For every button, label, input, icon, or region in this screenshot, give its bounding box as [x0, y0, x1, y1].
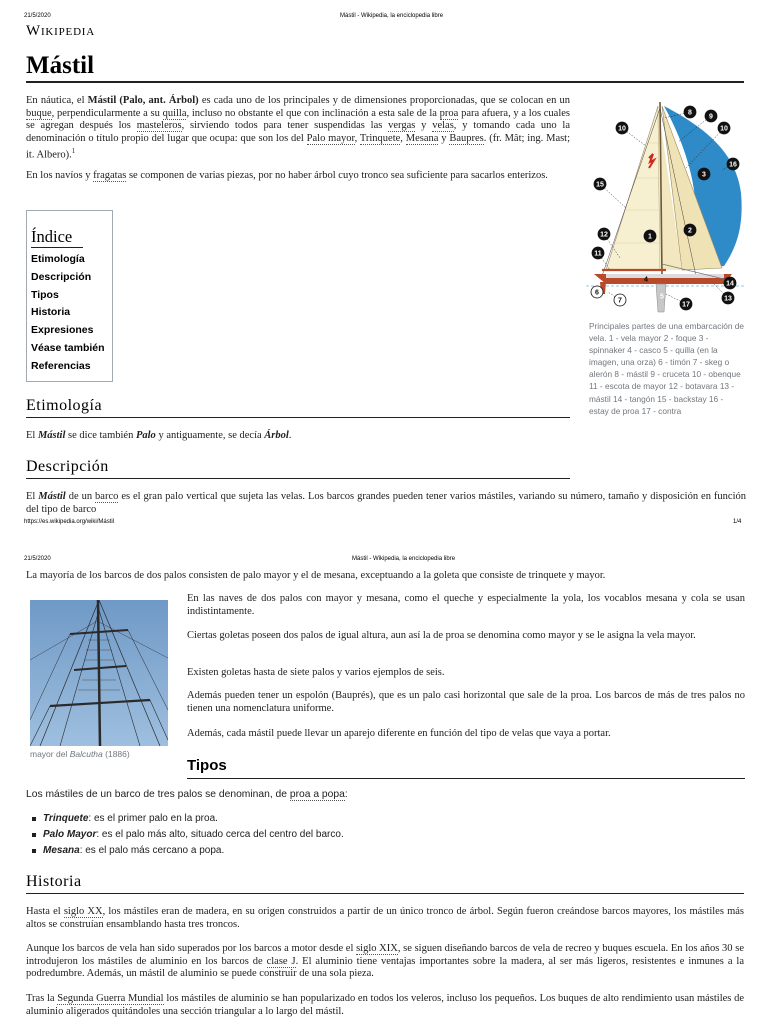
svg-text:8: 8 [688, 109, 692, 117]
toc-title-rule [31, 247, 83, 248]
svg-text:5: 5 [660, 293, 664, 301]
toc-title: Índice [31, 227, 73, 246]
svg-text:12: 12 [600, 231, 608, 239]
historia-p3: Tras la Segunda Guerra Mundial los mástiles de aluminio se han popularizado en todos los veleros, incluso los pequeños. Los buques de alto rendimiento usan mástiles de aluminio aligerados quitándoles una sección triangular a lo largo del mástil. [26, 993, 745, 1017]
historia-p1: Hasta el siglo XX, los mástiles eran de madera, en su origen construidos a partir de un único tronco de árbol. Según fueron creándose barcos mayores, los mástiles más altos se construían ensamblando hasta tres troncos. [26, 906, 744, 930]
link-baupres[interactable]: Baupres [449, 132, 484, 144]
callout-8 [684, 106, 696, 118]
callout-17 [680, 298, 692, 310]
paragraph-aparejo: Además, cada mástil puede llevar un aparejo diferente en función del tipo de velas que vaya a portar. [187, 728, 611, 739]
link-trinquete-term[interactable]: Trinquete [43, 813, 89, 824]
link-barco[interactable]: barco [95, 491, 119, 502]
diagram-caption: Principales partes de una embarcación de vela. 1 - vela mayor 2 - foque 3 - spinnaker 4 - casco 5 - quilla (en la imagen, una orza) 6 - timón 7 - skeg o alerón 8 - mástil 9 - cruceta 10 - obenque 11 - escota de mayor 12 - botavara 13 - mástil 14 - tangón 15 - backstay 16 - estay de proa 17 - contra [589, 321, 744, 416]
table-of-contents [26, 210, 113, 382]
callout-10 [616, 122, 628, 134]
list-item-trinquete: Trinquete: es el primer palo en la proa. [29, 811, 344, 827]
callout-7 [614, 294, 626, 306]
callout-13 [722, 292, 734, 304]
svg-text:11: 11 [594, 250, 602, 258]
print-title: Mástil - Wikipedia, la enciclopedia libre [340, 13, 444, 19]
heading-etimologia: Etimología [26, 397, 103, 414]
toc-item-vease-tambien[interactable]: Véase también [31, 341, 105, 354]
two-masts-intro: La mayoría de los barcos de dos palos consisten de palo mayor y el de mesana, exceptuando a la goleta que consiste de trinquete y mayor. [26, 570, 606, 581]
paragraph-dos-palos: En las naves de dos palos con mayor y mesana, como el queche y especialmente la yola, los vocablos mesana y cola se usan indistintamente. [187, 593, 745, 617]
link-buque[interactable]: buque [26, 107, 52, 119]
link-proa[interactable]: proa [439, 107, 459, 119]
link-mesana[interactable]: Mesana [405, 132, 439, 144]
callout-10 [718, 122, 730, 134]
toc-item-etimologia[interactable]: Etimología [31, 253, 85, 265]
list-item-mesana: Mesana: es el palo más cercano a popa. [29, 843, 344, 859]
svg-text:14: 14 [726, 280, 734, 288]
paragraph-siete-palos: Existen goletas hasta de siete palos y varios ejemplos de seis. [187, 667, 445, 678]
svg-text:15: 15 [596, 181, 604, 189]
heading-descripcion: Descripción [26, 458, 109, 475]
wikipedia-wordmark[interactable]: Wikipedia [26, 23, 96, 39]
svg-text:10: 10 [720, 125, 728, 133]
callout-5 [660, 294, 664, 301]
callout-1 [644, 230, 656, 242]
link-fragatas[interactable]: fragatas [93, 170, 127, 181]
link-vergas[interactable]: vergas [388, 120, 416, 132]
link-palo-mayor[interactable]: Palo mayor [306, 132, 355, 144]
svg-text:9: 9 [709, 113, 713, 121]
svg-text:17: 17 [682, 301, 690, 309]
heading-tipos: Tipos [187, 757, 227, 774]
footer-page: 1/4 [733, 519, 742, 525]
link-siglo-xx[interactable]: siglo XX [63, 906, 103, 917]
link-segunda-guerra-mundial[interactable]: Segunda Guerra Mundial [57, 993, 164, 1004]
svg-text:13: 13 [724, 295, 732, 303]
heading-historia: Historia [26, 873, 82, 890]
svg-text:16: 16 [729, 161, 737, 169]
callout-3 [698, 168, 710, 180]
link-clase-j[interactable]: clase J [266, 955, 296, 967]
paragraph-fragatas: En los navíos y fragatas se componen de varias piezas, por no haber árbol cuyo tronco sea suficiente para sacarlos enterizos. [26, 170, 548, 181]
link-palo-mayor-term[interactable]: Palo Mayor [43, 829, 97, 840]
callout-14 [724, 277, 736, 289]
title-rule [26, 81, 744, 83]
paragraph-goletas: Ciertas goletas poseen dos palos de igual altura, aun así la de proa se denomina como mayor y se le asigna la vela mayor. [187, 630, 696, 641]
link-quilla[interactable]: quilla [162, 107, 187, 119]
reference-sup[interactable]: 1 [71, 147, 76, 156]
callout-9 [705, 110, 717, 122]
list-item-palo-mayor: Palo Mayor: es el palo más alto, situado cerca del centro del barco. [29, 827, 344, 843]
historia-p2: Aunque los barcos de vela han sido superados por los barcos a motor desde el siglo XIX, se siguen diseñando barcos de vela de recreo y buques escuela. En los años 30 se introdujeron los mástiles de aluminio en los barcos de clase J. El aluminio tiene ventajas importantes sobre la madera, al ser más ligeros, resistentes e inmunes a la podredumbre. Además, un mástil de aluminio se puede construir de una sola pieza. [26, 943, 744, 980]
historia-rule [26, 893, 744, 894]
callout-6 [591, 286, 603, 298]
link-siglo-xix[interactable]: siglo XIX [356, 943, 398, 954]
print-date: 21/5/2020 [24, 13, 51, 19]
svg-text:4: 4 [644, 276, 648, 284]
page-title: Mástil [26, 52, 95, 79]
callout-2 [684, 224, 696, 236]
paragraph-espolon: Además pueden tener un espolón (Bauprés), que es un palo casi horizontal que sale de la proa. Los barcos de más de tres palos no tienen una nomenclatura uniforme. [187, 690, 745, 714]
svg-text:2: 2 [688, 227, 692, 235]
svg-text:6: 6 [595, 289, 599, 297]
toc-item-expresiones[interactable]: Expresiones [31, 324, 94, 337]
callout-4 [644, 277, 648, 284]
print-date-2: 21/5/2020 [24, 556, 51, 562]
descripcion-rule [26, 478, 570, 479]
callout-16 [727, 158, 739, 170]
callout-12 [598, 228, 610, 240]
intro-paragraph: En náutica, el Mástil (Palo, ant. Árbol) es cada uno de los principales y de dimensiones proporcionadas, que se colocan en un buque, perpendicularmente a su quilla, incluso no obstante el que con inclinación a esta sale de la proa para afuera, y a los cuales se agregan después los masteleros, sirviendo todos para tener suspendidas las vergas y velas, y tomando cada uno la denominación o título propio del lugar que ocupa: que son los del Palo mayor, Trinquete, Mesana y Baupres. (fr. Mât; ing. Mast; it. Albero).$^1$ [26, 95, 571, 161]
photo-caption: mayor del Balcutha (1886) [30, 749, 130, 759]
print-title-2: Mástil - Wikipedia, la enciclopedia libre [352, 556, 456, 562]
link-trinquete[interactable]: Trinquete [359, 132, 401, 144]
svg-text:7: 7 [618, 297, 622, 305]
svg-text:1: 1 [648, 233, 652, 241]
diagram-callouts [586, 98, 744, 316]
link-proa-a-popa[interactable]: proa a popa [289, 789, 345, 800]
descripcion-text: El Mástil de un barco es el gran palo vertical que sujeta las velas. Los barcos grandes pueden tener varios mástiles, variando su número, tamaño y disposición en función del tipo de barco [26, 491, 746, 515]
page-break [0, 534, 768, 546]
toc-item-referencias[interactable]: Referencias [31, 359, 91, 372]
link-masteleros[interactable]: masteleros [136, 120, 182, 132]
footer-url[interactable]: https://es.wikipedia.org/wiki/Mástil [24, 519, 115, 525]
tipos-intro: Los mástiles de un barco de tres palos se denominan, de proa a popa: [26, 789, 348, 800]
toc-item-historia[interactable]: Historia [31, 306, 71, 319]
callout-11 [592, 247, 604, 259]
etimologia-rule [26, 417, 570, 418]
toc-item-descripcion[interactable]: Descripción [31, 270, 92, 283]
tipos-list [29, 811, 344, 859]
etimologia-text: El Mástil se dice también Palo y antiguamente, se decía Árbol. [26, 430, 292, 441]
tipos-rule [187, 778, 745, 779]
link-velas[interactable]: velas [432, 120, 454, 132]
mast-photo [30, 600, 168, 746]
svg-text:3: 3 [702, 171, 706, 179]
toc-item-tipos[interactable]: Tipos [31, 288, 59, 301]
link-mesana-term[interactable]: Mesana [43, 845, 80, 856]
callout-15 [594, 178, 606, 190]
svg-text:10: 10 [618, 125, 626, 133]
